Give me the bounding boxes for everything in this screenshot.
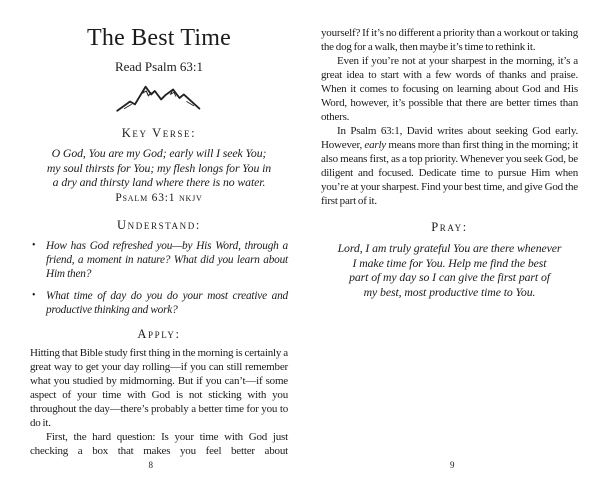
key-verse-heading: Key Verse: bbox=[121, 126, 197, 140]
apply-body bbox=[30, 346, 288, 458]
apply-heading: Apply: bbox=[137, 326, 181, 341]
bullet-item bbox=[30, 289, 288, 317]
body-paragraph: First, the hard question: Is your time with God just checking a box that makes you feel better about bbox=[30, 430, 288, 457]
bullet-text: What time of day do you do your most creative and productive thinking and work? bbox=[46, 289, 288, 316]
body-paragraph: yourself? If it’s no different a priority than a workout or taking the dog for a walk, then maybe it’s time to rethink it. bbox=[321, 27, 578, 53]
verse-line: O God, You are my God; early will I seek You; bbox=[51, 146, 267, 160]
page-number-right: 9 bbox=[450, 460, 455, 470]
prayer-line: my best, most productive time to You. bbox=[363, 284, 536, 299]
bullet-text: How has God refreshed you—by His Word, through a friend, a moment in nature? What did you learn about Him then? bbox=[46, 239, 288, 280]
verse-line: my soul thirsts for You; my flesh longs for You in bbox=[46, 160, 272, 175]
body-paragraph: Hitting that Bible study first thing in the morning is certainly a great way to get your day rolling—if you can still remember what you studied by midmorning. But if you can’t—if some aspect of your time with God is not sticking with you throughout the day—there’s probably a better time for you to do it. bbox=[30, 346, 288, 429]
chapter-title: The Best Time bbox=[87, 25, 231, 51]
chapter-subtitle: Read Psalm 63:1 bbox=[114, 59, 204, 74]
prayer-line: I make time for You. Help me find the best bbox=[352, 255, 547, 270]
understand-heading: Understand: bbox=[117, 217, 201, 232]
pray-heading: Pray: bbox=[431, 220, 468, 234]
prayer-text bbox=[321, 241, 578, 299]
prayer-line: Lord, I am truly grateful You are there whenever bbox=[337, 241, 562, 255]
bullet-item bbox=[30, 239, 288, 281]
verse-reference: Psalm 63:1 nkjv bbox=[115, 191, 203, 204]
page-number-left: 8 bbox=[148, 460, 154, 470]
body-paragraph: In Psalm 63:1, David writes about seeking God early. However, early means more than first thing in the morning; it also means first, as a top priority. Whenever you seek God, be diligent and focused. Dedicate time to pursue Him when you’re at your sharpest. Find your best time, and give God the first part of it. bbox=[321, 125, 578, 207]
prayer-line: part of my day so I can give the first part of bbox=[349, 270, 550, 284]
right-page bbox=[302, 0, 603, 486]
continued-body bbox=[321, 26, 578, 208]
key-verse-text bbox=[30, 146, 288, 190]
verse-line: a dry and thirsty land where there is no water. bbox=[52, 175, 266, 189]
understand-questions bbox=[30, 239, 288, 317]
mountains-icon bbox=[30, 82, 288, 114]
bullet-icon: • bbox=[32, 289, 36, 301]
body-paragraph: Even if you’re not at your sharpest in the morning, it’s a great idea to start with a few words of thanks and praise. When it comes to focusing on learning about God and His Word, however, it’s possible that there are better times than others. bbox=[321, 55, 578, 123]
bullet-icon: • bbox=[32, 239, 36, 251]
